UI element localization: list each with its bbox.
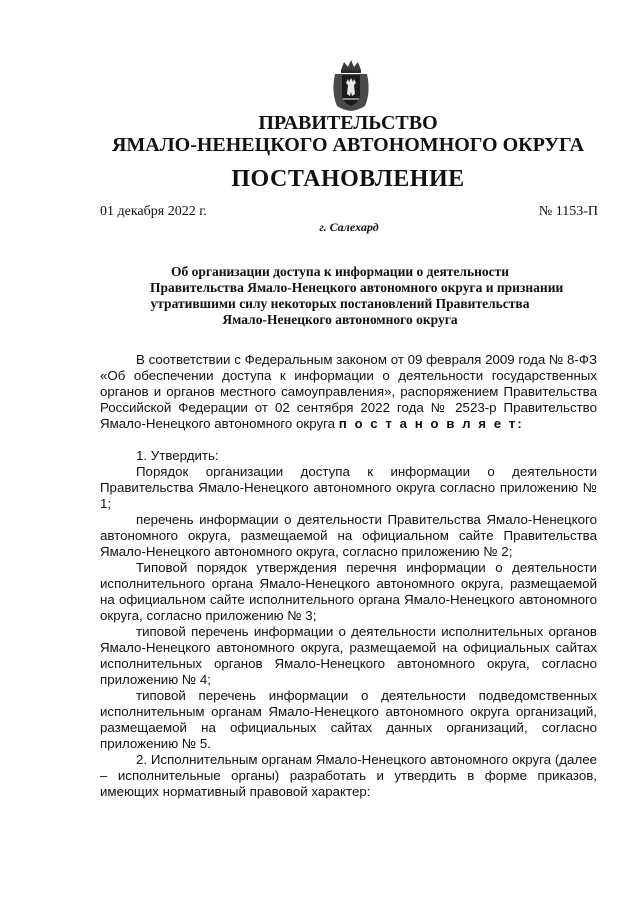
government-title: ПРАВИТЕЛЬСТВО	[258, 112, 438, 134]
resolves-text: п о с т а н о в л я е т:	[338, 416, 524, 431]
document-date: 01 декабря 2022 г.	[100, 204, 207, 219]
title-line: Правительства Ямало-Ненецкого автономного округа и признании	[150, 280, 564, 295]
item-paragraph: Порядок организации доступа к информации о деятельности Правительства Ямало-Ненецкого автономного округа согласно приложению № 1;	[100, 464, 597, 511]
document-number: № 1153-П	[538, 204, 598, 219]
title-line: Ямало-Ненецкого автономного округа	[222, 312, 458, 327]
region-title: ЯМАЛО-НЕНЕЦКОГО АВТОНОМНОГО ОКРУГА	[111, 134, 585, 156]
preamble-paragraph	[100, 352, 597, 432]
title-line: утратившими силу некоторых постановлений Правительства	[150, 296, 530, 311]
item-paragraph: 2. Исполнительным органам Ямало-Ненецкого автономного округа (далее – исполнительные органы) разработать и утвердить в форме приказов, имеющих нормативный правовой характер:	[100, 752, 597, 799]
title-line: Об организации доступа к информации о деятельности	[170, 264, 510, 279]
item-paragraph: 1. Утвердить:	[136, 448, 219, 463]
resolution-items	[100, 448, 597, 800]
item-paragraph: типовой перечень информации о деятельности исполнительных органов Ямало-Ненецкого автономного округа, размещаемой на официальных сайтах исполнительных органов Ямало-Ненецкого автономного округа, согласно приложению № 4;	[100, 624, 597, 687]
preamble	[100, 352, 597, 432]
item-paragraph: типовой перечень информации о деятельности подведомственных исполнительным органам Ямало-Ненецкого автономного округа организаций, размещаемой на официальных сайтах данных организаций, согласно приложению № 5.	[100, 688, 597, 751]
preamble-text: В соответствии с Федеральным законом от 09 февраля 2009 года № 8-ФЗ «Об обеспечении доступа к информации о деятельности государственных органов и органов местного самоуправления», распоряжением Правительства Российской Федерации от 02 сентября 2022 года № 2523-р Правительство Ямало-Ненецкого автономного округа	[100, 352, 597, 431]
document-city: г. Салехард	[319, 220, 379, 234]
document-title	[150, 264, 564, 328]
item-paragraph: Типовой порядок утверждения перечня информации о деятельности исполнительного органа Ямало-Ненецкого автономного округа, размещаемой на официальном сайте исполнительного органа Ямало-Ненецкого автономного округа, согласно приложению № 3;	[100, 560, 597, 623]
document-type: ПОСТАНОВЛЕНИЕ	[231, 166, 465, 192]
coat-of-arms-icon	[329, 58, 373, 112]
item-paragraph: перечень информации о деятельности Правительства Ямало-Ненецкого автономного округа, размещаемой на официальном сайте Правительства Ямало-Ненецкого автономного округа, согласно приложению № 2;	[100, 512, 597, 559]
